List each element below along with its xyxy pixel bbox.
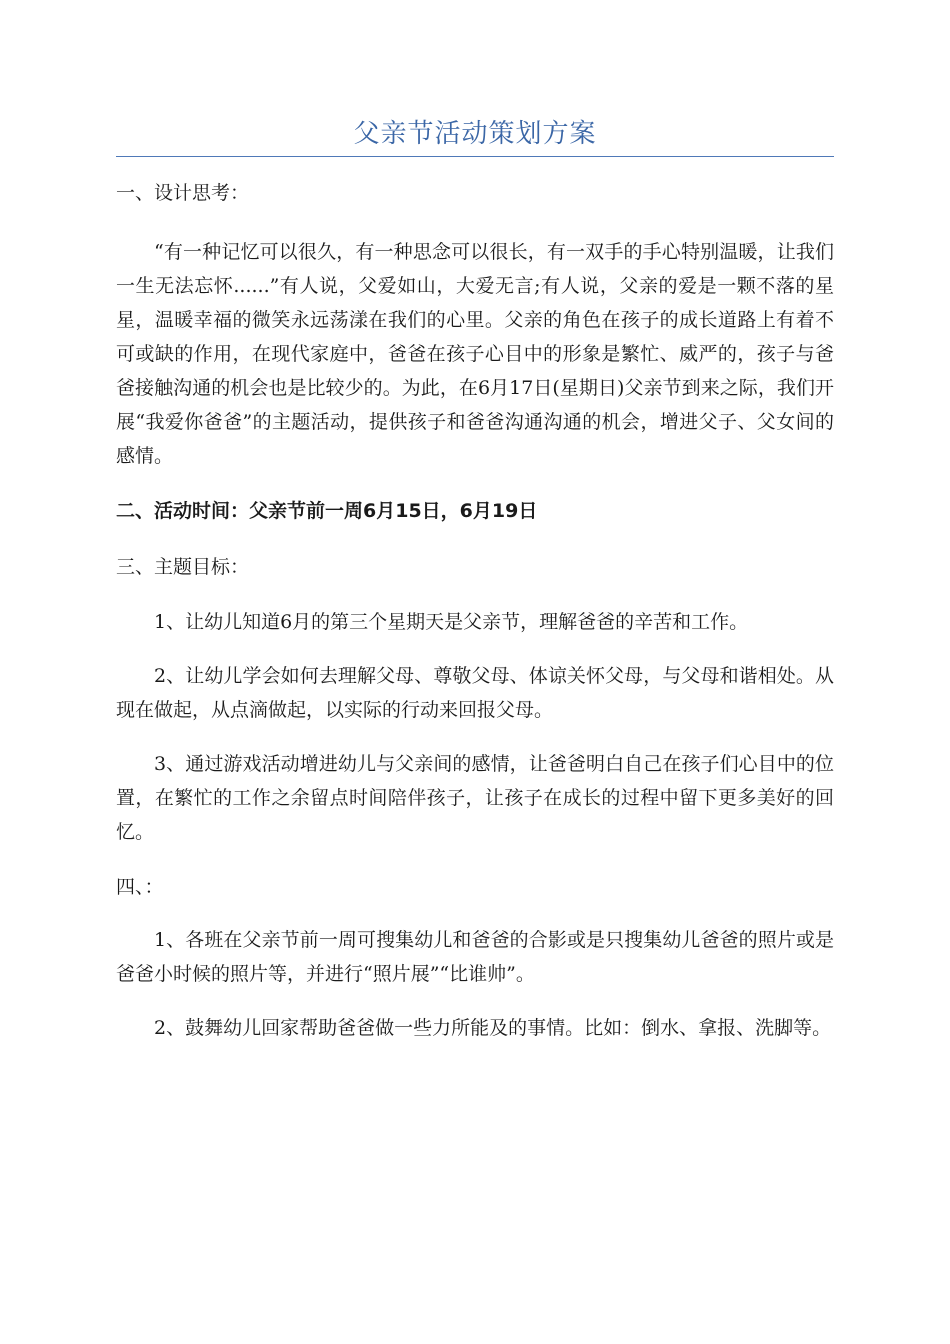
- section-heading-activities: 四、：: [116, 876, 164, 898]
- activity-item: 1、各班在父亲节前一周可搜集幼儿和爸爸的合影或是只搜集幼儿爸爸的照片或是爸爸小时候的照片等，并进行“照片展”“比谁帅”。: [116, 929, 834, 985]
- document-title: 父亲节活动策划方案: [353, 119, 597, 149]
- design-paragraph: “有一种记忆可以很久，有一种思念可以很长，有一双手的手心特别温暖，让我们一生无法忘怀......”有人说，父爱如山，大爱无言;有人说，父亲的爱是一颗不落的星星，温暖幸福的微笑永远荡漾在我们的心里。父亲的角色在孩子的成长道路上有着不可或缺的作用，在现代家庭中，爸爸在孩子心目中的形象是繁忙、威严的，孩子与爸爸接触沟通的机会也是比较少的。为此，在6月17日(星期日)父亲节到来之际，我们开展“我爱你爸爸”的主题活动，提供孩子和爸爸沟通沟通的机会，增进父子、父女间的感情。: [116, 241, 834, 467]
- goal-item: 3、通过游戏活动增进幼儿与父亲间的感情，让爸爸明白自己在孩子们心目中的位置，在繁忙的工作之余留点时间陪伴孩子，让孩子在成长的过程中留下更多美好的回忆。: [116, 753, 834, 843]
- goal-item: 1、让幼儿知道6月的第三个星期天是父亲节，理解爸爸的辛苦和工作。: [154, 611, 749, 633]
- document-page: [116, 0, 834, 1045]
- title-underline: [116, 156, 834, 157]
- section-heading-design: 一、设计思考：: [116, 182, 250, 204]
- activity-item: 2、鼓舞幼儿回家帮助爸爸做一些力所能及的事情。比如：倒水、拿报、洗脚等。: [154, 1017, 832, 1039]
- section-heading-time: 二、活动时间：父亲节前一周6月15日，6月19日: [116, 500, 538, 522]
- section-heading-goals: 三、主题目标：: [116, 556, 250, 578]
- goal-item: 2、让幼儿学会如何去理解父母、尊敬父母、体谅关怀父母，与父母和谐相处。从现在做起，从点滴做起，以实际的行动来回报父母。: [116, 665, 834, 721]
